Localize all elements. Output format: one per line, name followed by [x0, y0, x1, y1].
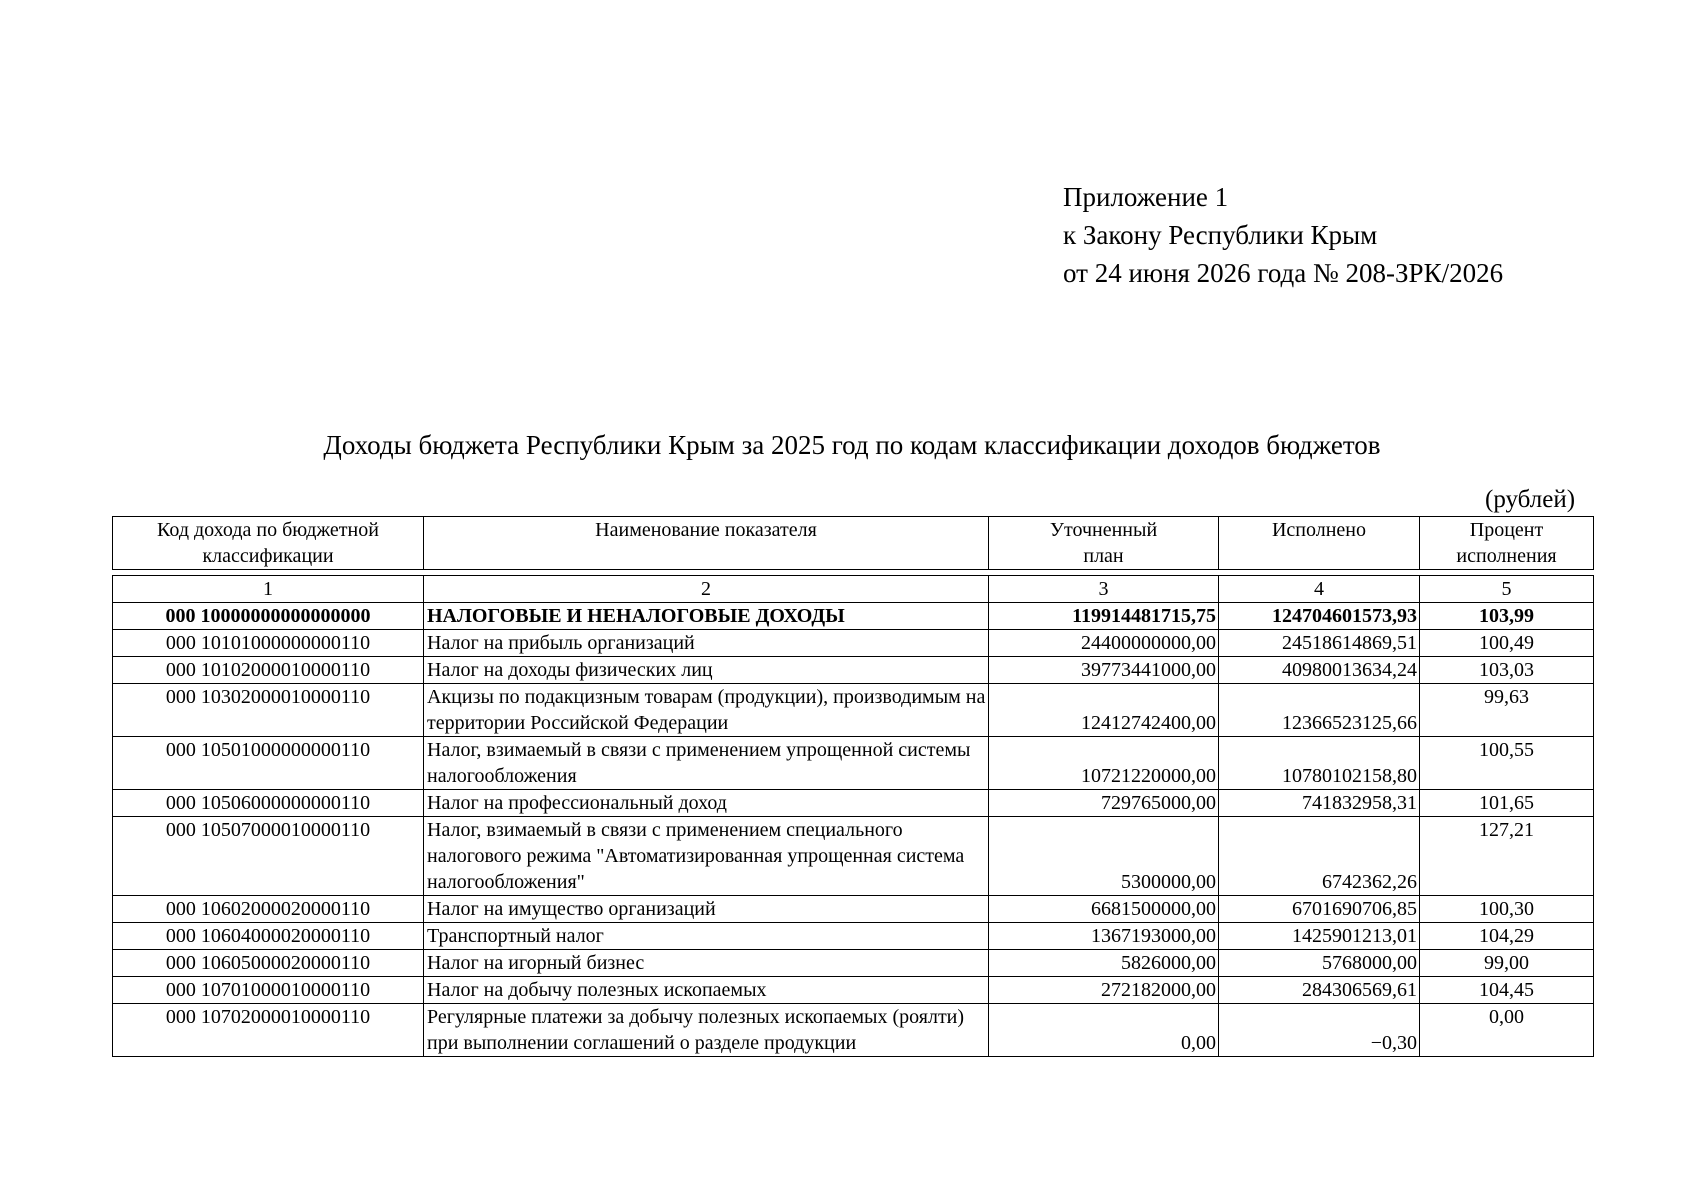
row-plan: 12412742400,00: [989, 684, 1219, 737]
appendix-line-2: к Закону Республики Крым: [1063, 220, 1378, 250]
row-plan: 6681500000,00: [989, 896, 1219, 923]
row-name: Налог на добычу полезных ископаемых: [424, 977, 989, 1004]
document-title: Доходы бюджета Республики Крым за 2025 год по кодам классификации доходов бюджетов: [323, 430, 1381, 460]
row-name: Налог на прибыль организаций: [424, 630, 989, 657]
row-code: 000 10501000000000110: [113, 737, 424, 790]
row-name: Налог на доходы физических лиц: [424, 657, 989, 684]
column-number: 4: [1219, 576, 1420, 603]
row-name: Транспортный налог: [424, 923, 989, 950]
row-plan: 729765000,00: [989, 790, 1219, 817]
row-percent: 99,00: [1420, 950, 1594, 977]
appendix-line-1: Приложение 1: [1063, 182, 1229, 212]
row-plan: 10721220000,00: [989, 737, 1219, 790]
row-plan: 39773441000,00: [989, 657, 1219, 684]
row-plan: 272182000,00: [989, 977, 1219, 1004]
row-executed: 40980013634,24: [1219, 657, 1420, 684]
row-name: НАЛОГОВЫЕ И НЕНАЛОГОВЫЕ ДОХОДЫ: [424, 603, 989, 630]
table-row: [113, 790, 1594, 817]
header-executed: Исполнено: [1219, 517, 1420, 570]
row-code: 000 10101000000000110: [113, 630, 424, 657]
row-percent: 104,29: [1420, 923, 1594, 950]
header-plan: Уточненный план: [989, 517, 1219, 570]
table-row: [113, 630, 1594, 657]
row-executed: 10780102158,80: [1219, 737, 1420, 790]
header-percent: Процент исполнения: [1420, 517, 1594, 570]
row-name: Регулярные платежи за добычу полезных ископаемых (роялти) при выполнении соглашений о разделе продукции: [424, 1004, 989, 1057]
row-code: 000 10102000010000110: [113, 657, 424, 684]
row-plan: 5826000,00: [989, 950, 1219, 977]
column-number: 5: [1420, 576, 1594, 603]
row-executed: 741832958,31: [1219, 790, 1420, 817]
row-name: Налог, взимаемый в связи с применением упрощенной системы налогообложения: [424, 737, 989, 790]
row-code: 000 10507000010000110: [113, 817, 424, 896]
row-code: 000 10604000020000110: [113, 923, 424, 950]
row-name: Акцизы по подакцизным товарам (продукции), производимым на территории Российской Федерации: [424, 684, 989, 737]
row-plan: 119914481715,75: [989, 603, 1219, 630]
row-percent: 0,00: [1420, 1004, 1594, 1057]
row-plan: 24400000000,00: [989, 630, 1219, 657]
header-name: Наименование показателя: [424, 517, 989, 570]
row-percent: 100,55: [1420, 737, 1594, 790]
appendix-block: [1063, 178, 1503, 292]
row-name: Налог на профессиональный доход: [424, 790, 989, 817]
row-percent: 103,99: [1420, 603, 1594, 630]
income-table: [112, 516, 1594, 1057]
row-executed: 284306569,61: [1219, 977, 1420, 1004]
row-executed: 124704601573,93: [1219, 603, 1420, 630]
table-row: [113, 896, 1594, 923]
column-number-row: [113, 576, 1594, 603]
row-plan: 1367193000,00: [989, 923, 1219, 950]
row-percent: 101,65: [1420, 790, 1594, 817]
table-row: [113, 684, 1594, 737]
table-row: [113, 977, 1594, 1004]
row-code: 000 10701000010000110: [113, 977, 424, 1004]
appendix-line-3: от 24 июня 2026 года № 208-ЗРК/2026: [1063, 258, 1504, 288]
table-row-total: [113, 603, 1594, 630]
table-row: [113, 737, 1594, 790]
table-header-row: [113, 517, 1594, 570]
row-code: 000 10302000010000110: [113, 684, 424, 737]
table-row: [113, 657, 1594, 684]
column-number: 1: [113, 576, 424, 603]
row-code: 000 10605000020000110: [113, 950, 424, 977]
row-name: Налог, взимаемый в связи с применением специального налогового режима "Автоматизированная упрощенная система налогообложения": [424, 817, 989, 896]
row-executed: 24518614869,51: [1219, 630, 1420, 657]
row-executed: 12366523125,66: [1219, 684, 1420, 737]
row-percent: 100,49: [1420, 630, 1594, 657]
table-row: [113, 817, 1594, 896]
header-code: Код дохода по бюджетной классификации: [113, 517, 424, 570]
table-row: [113, 1004, 1594, 1057]
row-percent: 104,45: [1420, 977, 1594, 1004]
table-row: [113, 950, 1594, 977]
row-executed: 5768000,00: [1219, 950, 1420, 977]
column-number: 2: [424, 576, 989, 603]
units-label: (рублей): [1485, 486, 1576, 513]
row-executed: 6742362,26: [1219, 817, 1420, 896]
row-code: 000 10506000000000110: [113, 790, 424, 817]
row-executed: 1425901213,01: [1219, 923, 1420, 950]
row-percent: 99,63: [1420, 684, 1594, 737]
row-percent: 100,30: [1420, 896, 1594, 923]
row-name: Налог на игорный бизнес: [424, 950, 989, 977]
row-plan: 5300000,00: [989, 817, 1219, 896]
table-row: [113, 923, 1594, 950]
row-code: 000 10702000010000110: [113, 1004, 424, 1057]
row-percent: 127,21: [1420, 817, 1594, 896]
row-percent: 103,03: [1420, 657, 1594, 684]
row-code: 000 10000000000000000: [113, 603, 424, 630]
row-name: Налог на имущество организаций: [424, 896, 989, 923]
row-executed: −0,30: [1219, 1004, 1420, 1057]
row-executed: 6701690706,85: [1219, 896, 1420, 923]
row-plan: 0,00: [989, 1004, 1219, 1057]
column-number: 3: [989, 576, 1219, 603]
row-code: 000 10602000020000110: [113, 896, 424, 923]
